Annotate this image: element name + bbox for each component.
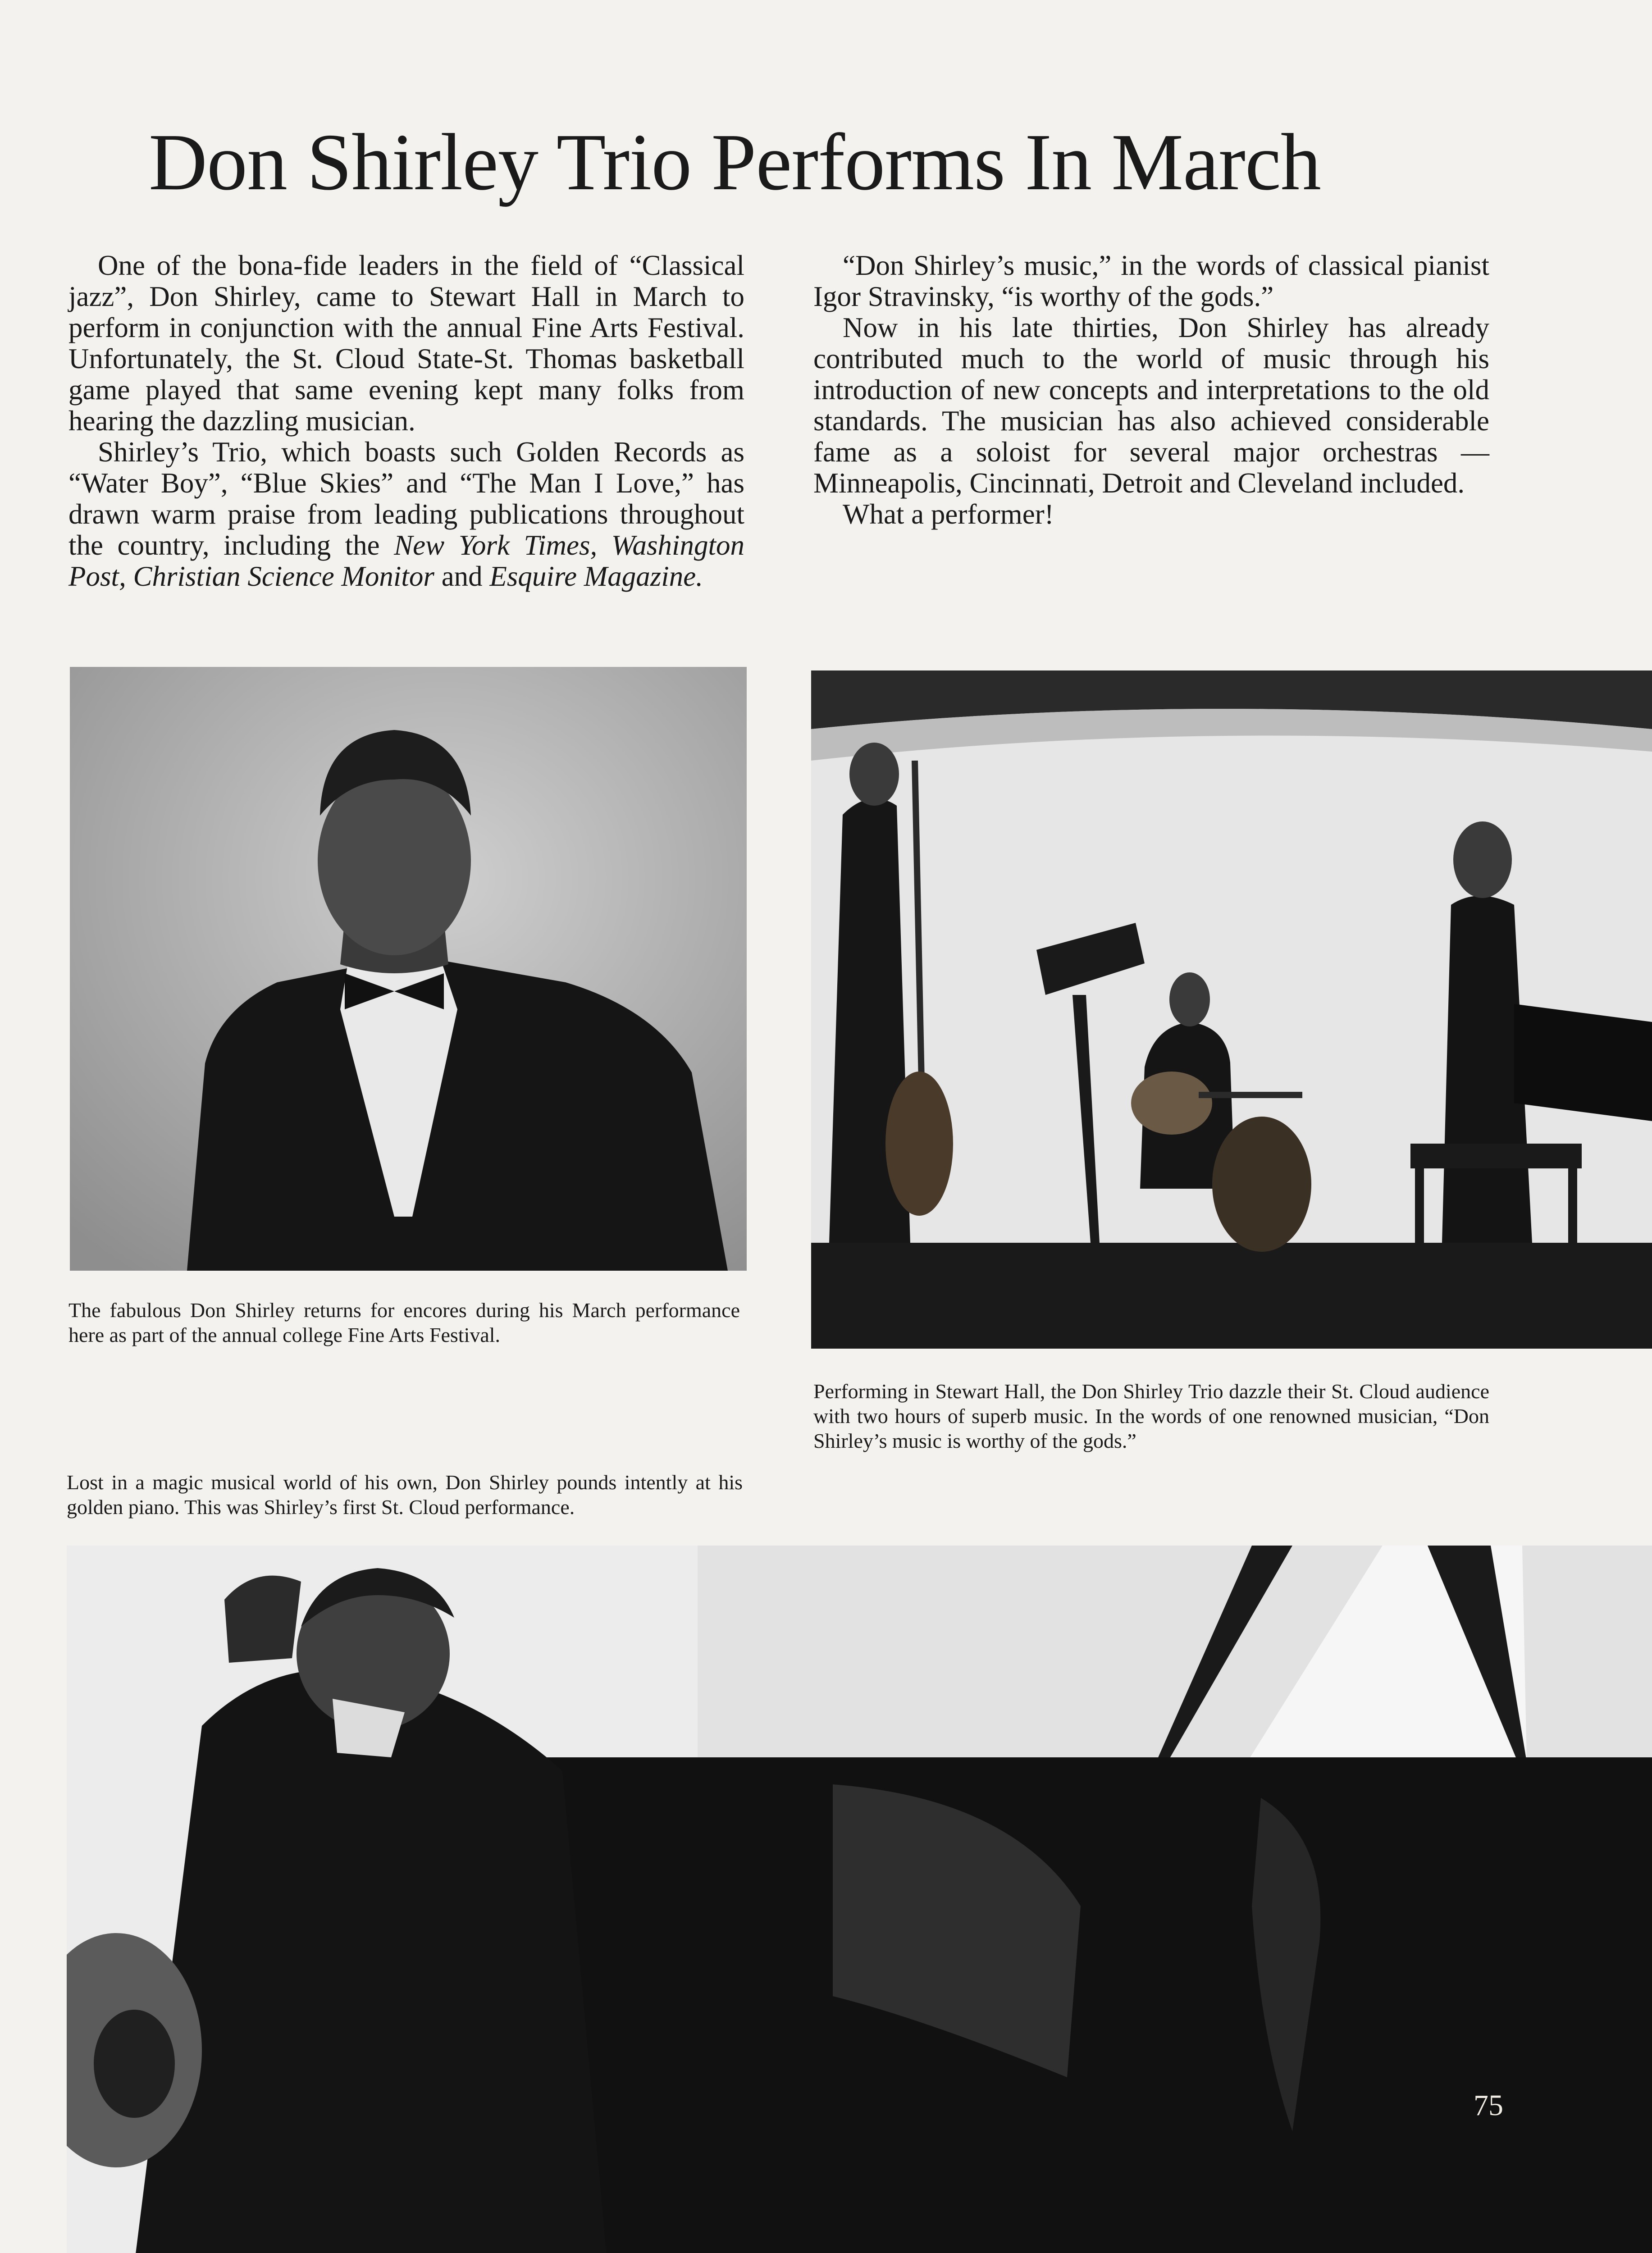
pianist-photo bbox=[67, 1546, 1652, 2253]
page-number: 75 bbox=[1474, 2089, 1503, 2122]
article-paragraph: “Don Shirley’s music,” in the words of classical pianist Igor Stravinsky, “is worthy of the gods.” bbox=[813, 250, 1489, 312]
article-text: and bbox=[434, 561, 490, 592]
article-paragraph: What a performer! bbox=[843, 498, 1054, 530]
trio-caption: Performing in Stewart Hall, the Don Shirley Trio dazzle their St. Cloud audience with two hours of superb music. In the words of one renowned musician, “Don Shirley’s music is worthy of the gods.” bbox=[813, 1380, 1489, 1452]
article-paragraph: One of the bona-fide leaders in the field of “Classical jazz”, Don Shirley, came to Stewart Hall in March to perform in conjunction with the annual Fine Arts Festival. Unfortunately, the St. Cloud State-St. Thomas basketball game played that same evening kept many folks from hearing the dazzling musician. bbox=[68, 250, 744, 437]
portrait-caption: The fabulous Don Shirley returns for encores during his March performance here as part of the annual college Fine Arts Festival. bbox=[68, 1299, 740, 1346]
article-paragraph: Now in his late thirties, Don Shirley has already contributed much to the world of music through his introduction of new concepts and interpretations to the old standards. The musician has also achieved considerable fame as a soloist for several major orchestras — Minneapolis, Cincinnati, Detroit and Cleveland included. bbox=[813, 312, 1489, 499]
publication-name: Esquire Magazine. bbox=[489, 561, 703, 592]
trio-stage-photo bbox=[811, 670, 1652, 1349]
publication-names: New York Times, Washington Post, Christian Science Monitor bbox=[68, 529, 745, 592]
pianist-caption: Lost in a magic musical world of his own, Don Shirley pounds intently at his golden piano. This was Shirley’s first St. Cloud performance. bbox=[67, 1471, 743, 1519]
article-column-right bbox=[813, 250, 1489, 530]
article-column-left bbox=[68, 250, 744, 592]
article-text: Shirley’s Trio, which boasts such Golden Records as “Water Boy”, “Blue Skies” and “The Man I Love,” has drawn warm praise from leading publications throughout the country, including the bbox=[68, 436, 744, 561]
portrait-photo bbox=[70, 667, 747, 1271]
page-title: Don Shirley Trio Performs In March bbox=[149, 117, 1321, 207]
article-paragraph bbox=[68, 437, 744, 592]
